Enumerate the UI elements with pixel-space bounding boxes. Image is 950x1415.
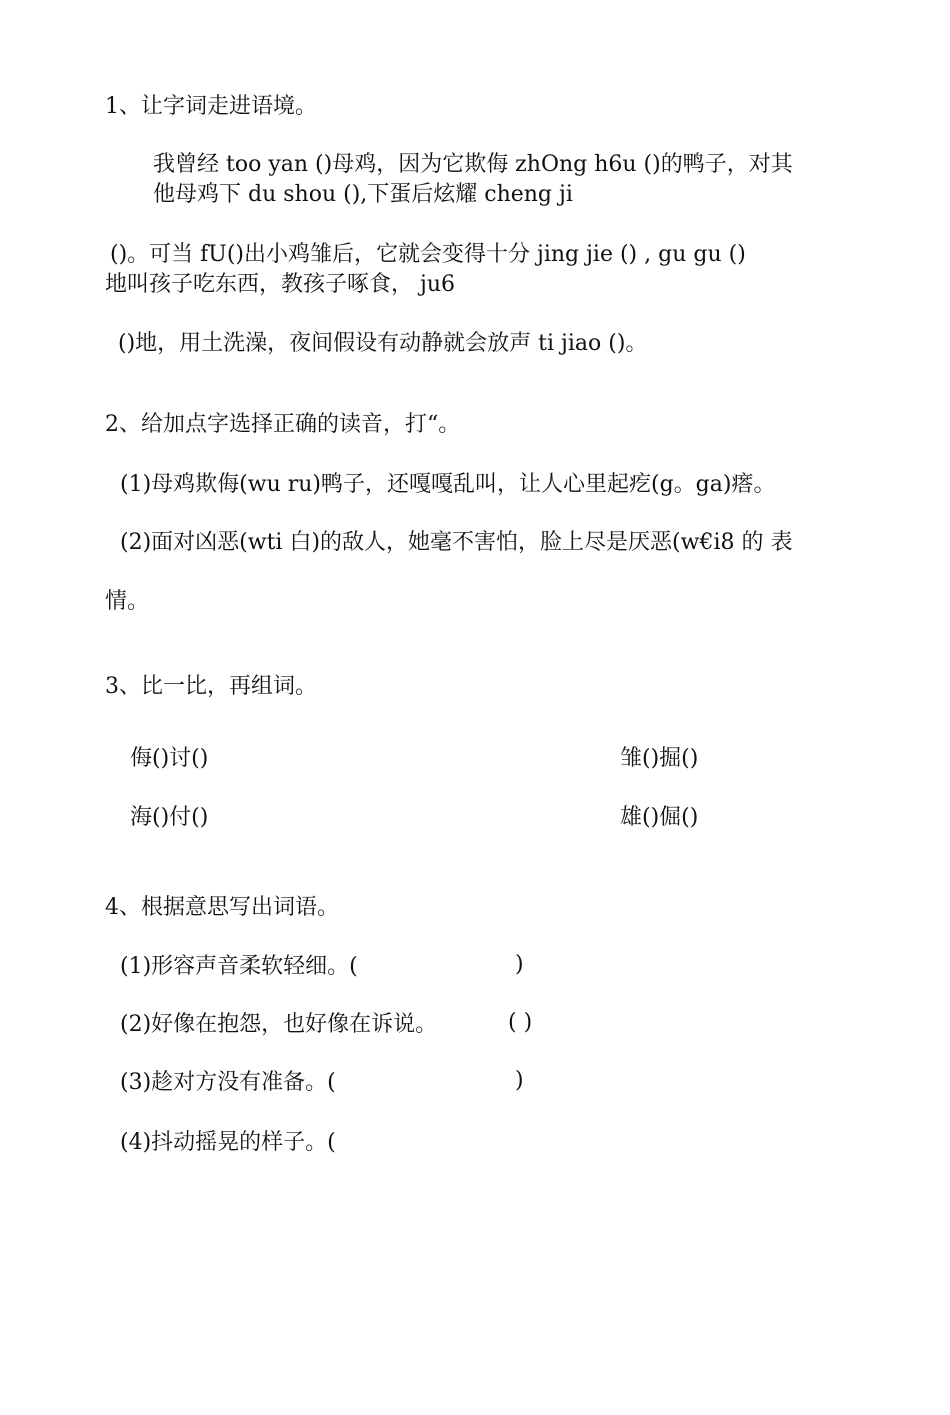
section-2-item-1: (1)母鸡欺侮(wu ru)鸭子，还嘎嘎乱叫，让人心里起疙(g。ga)瘩。: [120, 472, 776, 497]
section-1-text-line-2: 他母鸡下 du shou (),下蛋后炫耀 cheng ji: [153, 182, 573, 207]
section-4-item-3: (3)趁对方没有准备。(: [120, 1070, 336, 1095]
section-4-heading: 4、根据意思写出词语。: [105, 895, 339, 920]
section-4-item-1-close: ): [515, 952, 524, 977]
section-1-text-line-5: ()地，用土洗澡，夜间假设有动静就会放声 ti jiao ()。: [118, 331, 648, 356]
section-4-item-4: (4)抖动摇晃的样子。(: [120, 1130, 336, 1155]
section-2-heading: 2、给加点字选择正确的读音，打“。: [105, 412, 461, 437]
section-1-text-line-4: 地叫孩子吃东西，教孩子啄食， ju6: [105, 272, 455, 297]
compare-left-row-1: 侮()讨(): [130, 746, 209, 771]
section-4-item-1: (1)形容声音柔软轻细。(: [120, 954, 358, 979]
section-2-item-2-continued: 情。: [105, 589, 150, 614]
section-4-item-2-blank: ( ): [508, 1010, 533, 1035]
section-1-text-line-1: 我曾经 too yan ()母鸡，因为它欺侮 zhOng h6u ()的鸭子，对其: [153, 152, 793, 177]
compare-left-row-2: 海()付(): [130, 805, 209, 830]
compare-right-row-2: 雄()倔(): [620, 805, 699, 830]
section-1-heading: 1、让字词走进语境。: [105, 94, 317, 119]
section-1-text-line-3: ()。可当 fU()出小鸡雏后，它就会变得十分 jing jie () , gu gu (): [110, 242, 746, 267]
section-4-item-3-close: ): [515, 1068, 524, 1093]
section-2-item-2: (2)面对凶恶(wti 白)的敌人，她毫不害怕，脸上尽是厌恶(w€i8 的 表: [120, 530, 793, 555]
compare-right-row-1: 雏()掘(): [620, 746, 699, 771]
section-4-item-2: (2)好像在抱怨，也好像在诉说。: [120, 1012, 438, 1037]
section-3-heading: 3、比一比，再组词。: [105, 674, 317, 699]
